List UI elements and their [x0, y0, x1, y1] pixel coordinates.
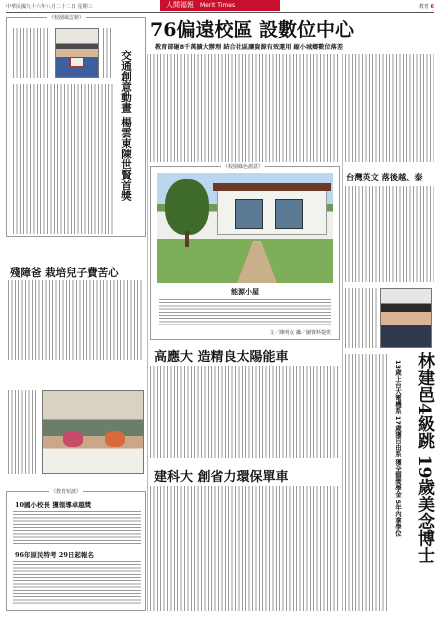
green-energy-box: [150, 166, 340, 340]
disabled-father-headline: 殘障爸 栽培兒子費苦心: [10, 267, 119, 279]
eco-bike-headline: 建科大 創省力環保單車: [154, 470, 289, 485]
column-rule: [342, 54, 343, 611]
taiwan-english-body-text: [345, 186, 434, 282]
taiwan-english-headline: 台灣英文 落後越、泰: [346, 172, 423, 182]
award-winner-photo: [55, 28, 99, 78]
brief1-body-text: [13, 511, 141, 546]
lin-jianyi-portrait: [380, 288, 432, 348]
feature-headline: 交通創意動畫 楊雲東陳世賢首獎: [120, 50, 132, 201]
flower-bouquet: [63, 431, 83, 447]
energy-house-title: 能源小屋: [231, 287, 259, 296]
family-photo: [42, 390, 144, 474]
issue-date: 中華民國九十六年八月二十二日 星期三: [6, 4, 93, 10]
portrait-caption-text: [345, 288, 377, 348]
solar-car-headline: 高應大 造精良太陽能車: [154, 350, 289, 365]
main-story-continued-text: [345, 54, 434, 162]
main-subhead: 教育部砸8千萬擴大辦理 結合社區讓資源有效運用 縮小城鄉數位落差: [155, 44, 344, 51]
energy-house-roof: [213, 183, 331, 191]
page-info: [419, 3, 434, 10]
main-headline: 76偏遠校區 設數位中心: [150, 19, 355, 41]
main-story-body-text: [150, 54, 340, 162]
photo-credit: 文／陳明女 攝／圖資料提供: [269, 330, 331, 336]
masthead-banner: [160, 0, 280, 11]
tree-trunk: [185, 231, 189, 247]
education-briefs-tag: 《教育短波》: [51, 489, 82, 495]
brief2-body-text: [13, 561, 141, 605]
award-certificate: [70, 57, 84, 67]
lin-jianyi-headline: 林建邑4級跳 19歲美念博士: [414, 352, 434, 564]
campus-feature-tag: 《校園風雲榜》: [49, 15, 85, 21]
house-window: [235, 199, 263, 229]
feature-photo-caption-text: [103, 28, 113, 78]
green-energy-tag: 《校園綠色創意》: [223, 164, 264, 170]
lin-jianyi-subhead: 13歲上台大電機系 17歲獲自由系 獲全額獎學金 5年內拿學位: [394, 360, 402, 537]
header-rule: [6, 12, 434, 13]
feature-body-text: [13, 84, 115, 234]
education-briefs-box: [6, 491, 146, 611]
energy-house-photo: [157, 173, 333, 283]
solar-car-body-text: [150, 366, 340, 458]
tree-icon: [165, 179, 209, 235]
energy-house-caption-text: [159, 299, 331, 325]
paper-english-name: Merit Times: [200, 2, 236, 9]
page-number: 6: [430, 4, 434, 10]
energy-house-building: [217, 187, 327, 235]
disabled-father-body-text: [8, 280, 144, 360]
garden-path: [237, 241, 277, 283]
house-window: [275, 199, 303, 229]
brief2-headline: 96年原民特考 29日起報名: [15, 551, 94, 559]
eco-bike-body-text: [150, 486, 340, 611]
campus-feature-box: [6, 17, 146, 237]
feature-intro-text: [13, 28, 49, 78]
flower-bouquet: [105, 431, 125, 447]
family-photo-caption-text: [8, 390, 38, 474]
lin-jianyi-body-text: [345, 354, 389, 611]
brief1-headline: 10國小校長 獲領導卓越獎: [15, 501, 92, 509]
section-name: 教育: [418, 4, 429, 10]
column-rule: [147, 54, 148, 611]
paper-name: 人間福報: [166, 1, 194, 9]
